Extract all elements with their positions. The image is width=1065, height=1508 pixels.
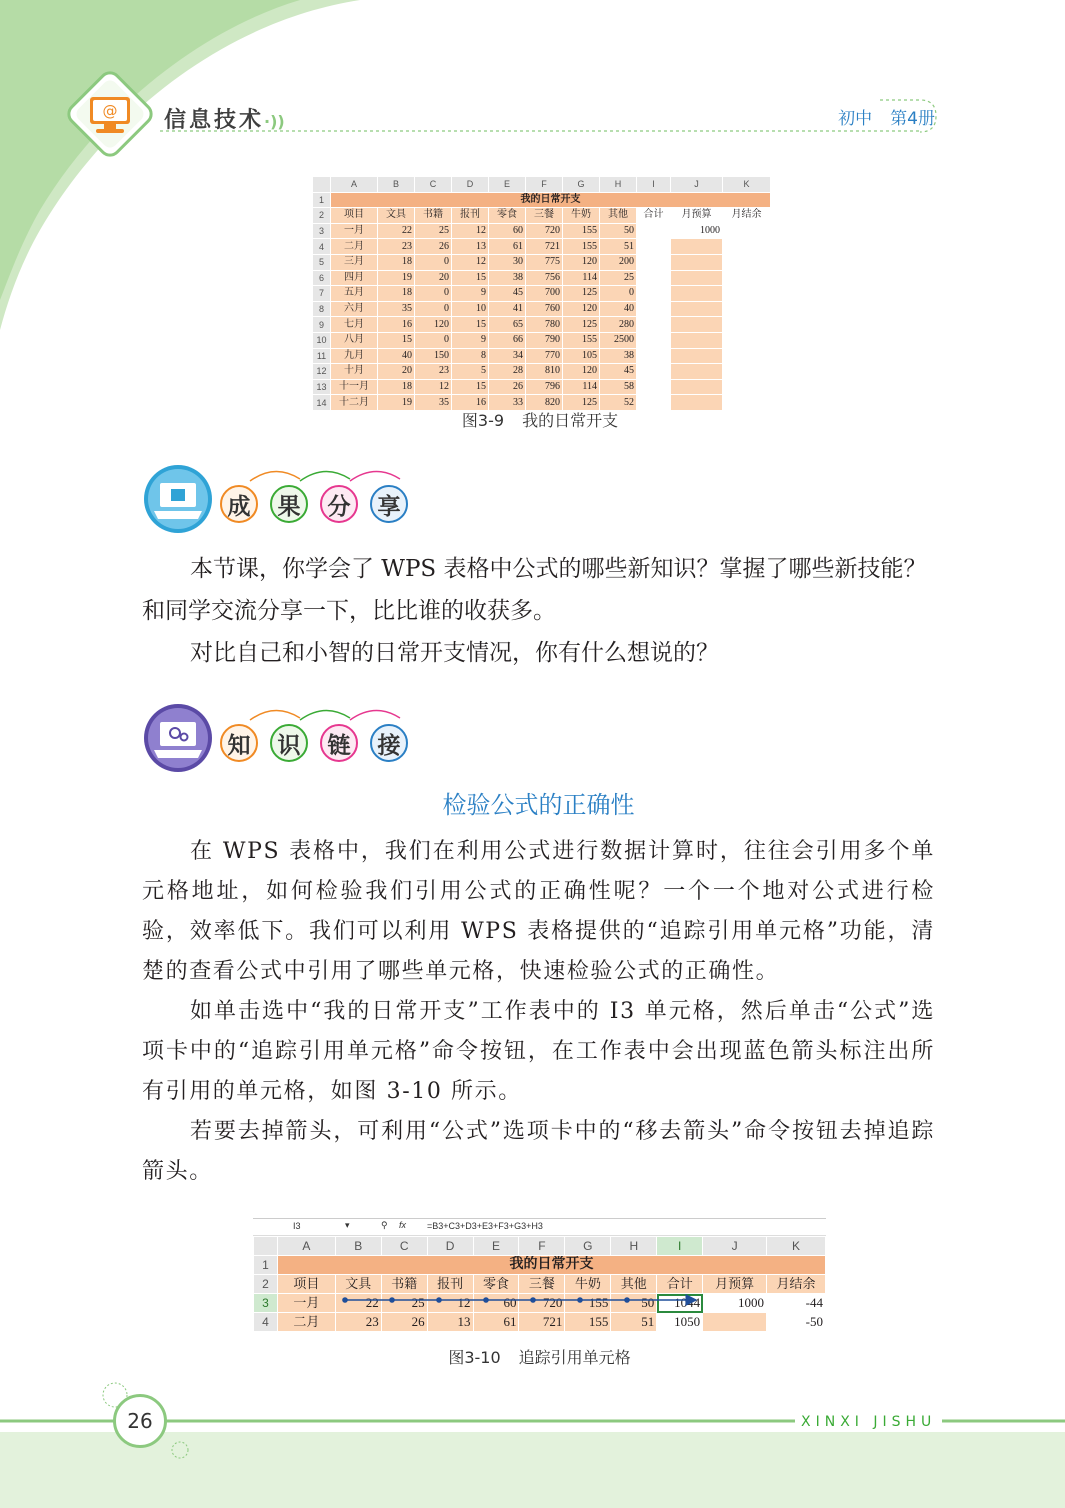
row-number: 13 xyxy=(313,379,331,395)
row-number: 4 xyxy=(313,239,331,255)
column-letter: F xyxy=(519,1237,565,1256)
row-number: 2 xyxy=(313,208,331,224)
table-cell: 12 xyxy=(452,254,489,270)
table-cell xyxy=(723,332,771,348)
table-cell xyxy=(723,239,771,255)
column-letter: D xyxy=(452,177,489,193)
table-cell: -44 xyxy=(767,1294,826,1313)
name-box-dropdown-icon[interactable]: ▾ xyxy=(345,1220,350,1230)
figure-3-10-caption xyxy=(253,1345,826,1368)
table-cell: 45 xyxy=(600,364,637,380)
column-letter: H xyxy=(611,1237,657,1256)
table-cell: 125 xyxy=(563,286,600,302)
column-letter: C xyxy=(381,1237,427,1256)
column-header: 其他 xyxy=(600,208,637,224)
column-letter: D xyxy=(427,1237,473,1256)
selected-cell-i3[interactable]: 1044 xyxy=(657,1294,703,1313)
table-cell: 18 xyxy=(378,379,415,395)
column-header: 报刊 xyxy=(427,1275,473,1294)
table-cell: 61 xyxy=(473,1313,519,1332)
table-row xyxy=(313,239,771,255)
table-cell: 十二月 xyxy=(331,395,378,411)
section-knowledge-body xyxy=(142,832,935,1192)
column-letter: F xyxy=(526,177,563,193)
table-cell: 155 xyxy=(563,239,600,255)
table-row xyxy=(313,348,771,364)
figure-3-9-caption xyxy=(312,408,768,431)
table-cell: 52 xyxy=(600,395,637,411)
table-cell: 155 xyxy=(565,1313,611,1332)
table-cell: 23 xyxy=(378,239,415,255)
header-volume: 第4册 xyxy=(890,109,935,129)
column-letter: K xyxy=(723,177,771,193)
column-letter xyxy=(313,177,331,193)
row-number: 10 xyxy=(313,332,331,348)
column-header: 书籍 xyxy=(415,208,452,224)
column-letter: C xyxy=(415,177,452,193)
table-cell xyxy=(723,223,771,239)
header-row xyxy=(313,208,771,224)
table-row xyxy=(313,379,771,395)
column-letter: A xyxy=(277,1237,335,1256)
table-cell: 10 xyxy=(452,301,489,317)
connector-arrows xyxy=(220,702,420,722)
row-number: 8 xyxy=(313,301,331,317)
table-cell: 九月 xyxy=(331,348,378,364)
column-letter: G xyxy=(563,177,600,193)
page-number: 26 xyxy=(127,1409,153,1433)
figure-3-9-spreadsheet xyxy=(312,176,771,411)
table-cell: 四月 xyxy=(331,270,378,286)
share-paragraph-2: 对比自己和小智的日常开支情况，你有什么想说的？ xyxy=(190,640,719,666)
table-cell xyxy=(671,239,723,255)
table-cell: 26 xyxy=(381,1313,427,1332)
table-cell xyxy=(637,286,671,302)
table-cell xyxy=(637,239,671,255)
table-cell: 120 xyxy=(563,364,600,380)
table-cell xyxy=(723,301,771,317)
table-cell: 50 xyxy=(600,223,637,239)
table-cell: 13 xyxy=(427,1313,473,1332)
table-cell: 0 xyxy=(600,286,637,302)
table-cell: 0 xyxy=(415,301,452,317)
table-cell: 0 xyxy=(415,332,452,348)
column-letter xyxy=(254,1237,278,1256)
table-cell: 十月 xyxy=(331,364,378,380)
table-cell xyxy=(723,379,771,395)
table-row xyxy=(313,332,771,348)
table-cell: 15 xyxy=(452,270,489,286)
table-cell: 15 xyxy=(378,332,415,348)
table-cell: 820 xyxy=(526,395,563,411)
table-cell: 41 xyxy=(489,301,526,317)
table-cell: 30 xyxy=(489,254,526,270)
expense-table-full xyxy=(312,176,771,411)
table-cell: 721 xyxy=(519,1313,565,1332)
section-knowledge-heading xyxy=(142,702,422,777)
table-cell: 35 xyxy=(415,395,452,411)
table-cell: 23 xyxy=(335,1313,381,1332)
table-cell: -50 xyxy=(767,1313,826,1332)
table-cell: 40 xyxy=(378,348,415,364)
table-cell: 45 xyxy=(489,286,526,302)
table-cell: 38 xyxy=(600,348,637,364)
table-cell: 790 xyxy=(526,332,563,348)
column-letter: E xyxy=(489,177,526,193)
column-header: 零食 xyxy=(489,208,526,224)
table-cell: 三月 xyxy=(331,254,378,270)
table-cell: 12 xyxy=(415,379,452,395)
svg-text:@: @ xyxy=(102,102,118,120)
table-cell xyxy=(671,348,723,364)
row-number: 2 xyxy=(254,1275,278,1294)
table-cell: 0 xyxy=(415,286,452,302)
table-cell: 120 xyxy=(415,317,452,333)
table-cell xyxy=(671,364,723,380)
table-cell: 114 xyxy=(563,270,600,286)
table-cell: 25 xyxy=(381,1294,427,1313)
header-title: 信息技术·)) xyxy=(164,108,285,133)
table-cell: 22 xyxy=(335,1294,381,1313)
row-number: 1 xyxy=(254,1256,278,1275)
table-row xyxy=(254,1294,826,1313)
table-cell: 61 xyxy=(489,239,526,255)
table-cell: 720 xyxy=(526,223,563,239)
column-header: 零食 xyxy=(473,1275,519,1294)
table-cell xyxy=(637,379,671,395)
sheet-title: 我的日常开支 xyxy=(277,1256,825,1275)
column-header: 项目 xyxy=(277,1275,335,1294)
table-cell xyxy=(723,364,771,380)
table-cell: 770 xyxy=(526,348,563,364)
table-cell: 16 xyxy=(378,317,415,333)
table-cell: 13 xyxy=(452,239,489,255)
table-cell: 35 xyxy=(378,301,415,317)
caption-number: 图3-9 xyxy=(461,411,505,430)
table-cell xyxy=(671,379,723,395)
row-number: 12 xyxy=(313,364,331,380)
table-cell: 760 xyxy=(526,301,563,317)
column-header: 书籍 xyxy=(381,1275,427,1294)
section-share-heading xyxy=(142,463,422,538)
row-number: 14 xyxy=(313,395,331,411)
row-number: 11 xyxy=(313,348,331,364)
badge-char-3: 分 xyxy=(320,485,358,523)
footer-running-title-wrap xyxy=(795,1411,942,1430)
title-row xyxy=(313,192,771,208)
table-cell: 125 xyxy=(563,395,600,411)
table-cell: 700 xyxy=(526,286,563,302)
badge-char-1: 成 xyxy=(220,485,258,523)
table-row xyxy=(313,317,771,333)
table-cell: 155 xyxy=(563,332,600,348)
table-cell: 1000 xyxy=(703,1294,767,1313)
table-cell: 15 xyxy=(452,379,489,395)
row-number: 7 xyxy=(313,286,331,302)
table-cell xyxy=(637,223,671,239)
table-cell: 50 xyxy=(611,1294,657,1313)
title-row xyxy=(254,1256,826,1275)
table-cell: 60 xyxy=(489,223,526,239)
table-cell xyxy=(723,348,771,364)
badge-char-3: 链 xyxy=(320,724,358,762)
table-cell xyxy=(723,254,771,270)
column-header: 文具 xyxy=(378,208,415,224)
table-cell: 65 xyxy=(489,317,526,333)
table-cell: 150 xyxy=(415,348,452,364)
column-header: 牛奶 xyxy=(565,1275,611,1294)
header-grade: 初中 xyxy=(838,109,873,129)
header-grade-volume xyxy=(820,104,935,129)
column-letter: E xyxy=(473,1237,519,1256)
table-cell: 15 xyxy=(452,317,489,333)
table-cell: 十一月 xyxy=(331,379,378,395)
computer-at-icon xyxy=(64,68,156,160)
table-cell xyxy=(637,270,671,286)
table-cell: 八月 xyxy=(331,332,378,348)
table-cell xyxy=(637,348,671,364)
caption-number: 图3-10 xyxy=(448,1348,501,1367)
table-cell xyxy=(637,364,671,380)
table-cell xyxy=(671,301,723,317)
figure-3-10-spreadsheet xyxy=(253,1218,826,1332)
table-cell: 105 xyxy=(563,348,600,364)
table-cell: 25 xyxy=(415,223,452,239)
table-row xyxy=(254,1313,826,1332)
table-cell: 12 xyxy=(427,1294,473,1313)
table-cell: 19 xyxy=(378,395,415,411)
table-cell: 796 xyxy=(526,379,563,395)
knowledge-subtitle: 检验公式的正确性 xyxy=(442,791,635,819)
row-number: 3 xyxy=(254,1294,278,1313)
table-cell: 155 xyxy=(565,1294,611,1313)
table-cell: 20 xyxy=(378,364,415,380)
caption-text: 追踪引用单元格 xyxy=(518,1348,631,1367)
table-cell: 51 xyxy=(611,1313,657,1332)
table-cell: 23 xyxy=(415,364,452,380)
table-cell: 720 xyxy=(519,1294,565,1313)
table-cell: 66 xyxy=(489,332,526,348)
table-cell: 8 xyxy=(452,348,489,364)
expense-table-trace xyxy=(253,1236,826,1332)
table-cell: 34 xyxy=(489,348,526,364)
table-cell: 25 xyxy=(600,270,637,286)
table-cell: 810 xyxy=(526,364,563,380)
column-letter: A xyxy=(331,177,378,193)
header-logo xyxy=(64,68,156,160)
table-cell: 18 xyxy=(378,254,415,270)
table-cell xyxy=(671,317,723,333)
table-cell: 六月 xyxy=(331,301,378,317)
table-cell xyxy=(637,332,671,348)
table-cell: 1000 xyxy=(671,223,723,239)
table-cell xyxy=(671,286,723,302)
row-number: 3 xyxy=(313,223,331,239)
table-row xyxy=(313,286,771,302)
table-cell: 28 xyxy=(489,364,526,380)
table-cell: 120 xyxy=(563,254,600,270)
table-cell: 5 xyxy=(452,364,489,380)
table-cell: 22 xyxy=(378,223,415,239)
table-cell: 一月 xyxy=(331,223,378,239)
column-letter: B xyxy=(378,177,415,193)
table-cell xyxy=(637,317,671,333)
column-letter: I xyxy=(637,177,671,193)
table-cell: 一月 xyxy=(277,1294,335,1313)
table-cell: 51 xyxy=(600,239,637,255)
table-cell: 756 xyxy=(526,270,563,286)
header-row xyxy=(254,1275,826,1294)
column-header-row xyxy=(313,177,771,193)
table-row xyxy=(313,301,771,317)
connector-arrows xyxy=(220,463,420,483)
table-cell: 26 xyxy=(415,239,452,255)
table-cell: 1050 xyxy=(657,1313,703,1332)
table-cell: 155 xyxy=(563,223,600,239)
section-share-body xyxy=(142,548,935,674)
table-cell: 120 xyxy=(563,301,600,317)
sheet-title: 我的日常开支 xyxy=(331,192,771,208)
table-cell: 七月 xyxy=(331,317,378,333)
column-header: 文具 xyxy=(335,1275,381,1294)
table-cell xyxy=(671,270,723,286)
table-cell: 280 xyxy=(600,317,637,333)
table-cell: 200 xyxy=(600,254,637,270)
badge-char-4: 接 xyxy=(370,724,408,762)
column-header: 其他 xyxy=(611,1275,657,1294)
table-cell xyxy=(671,254,723,270)
table-cell: 2500 xyxy=(600,332,637,348)
table-cell xyxy=(637,301,671,317)
column-letter: B xyxy=(335,1237,381,1256)
column-header: 月结余 xyxy=(767,1275,826,1294)
column-header-row xyxy=(254,1237,826,1256)
column-header: 合计 xyxy=(657,1275,703,1294)
column-header: 月预算 xyxy=(703,1275,767,1294)
table-cell: 114 xyxy=(563,379,600,395)
badge-char-2: 果 xyxy=(270,485,308,523)
name-box[interactable]: I3 xyxy=(293,1221,301,1231)
table-cell xyxy=(723,286,771,302)
table-cell xyxy=(703,1313,767,1332)
signal-icon: ·)) xyxy=(264,112,285,131)
footer-running-title: XINXI JISHU xyxy=(801,1414,937,1430)
table-cell: 775 xyxy=(526,254,563,270)
knowledge-paragraph-3: 若要去掉箭头，可利用“公式”选项卡中的“移去箭头”命令按钮去掉追踪箭头。 xyxy=(142,1119,935,1184)
table-cell: 38 xyxy=(489,270,526,286)
column-header: 合计 xyxy=(637,208,671,224)
page-number-circle xyxy=(113,1394,167,1448)
table-cell: 26 xyxy=(489,379,526,395)
share-paragraph-1: 本节课，你学会了 WPS 表格中公式的哪些新知识？掌握了哪些新技能？和同学交流分享一下，比比谁的收获多。 xyxy=(142,556,927,624)
zoom-icon[interactable]: ⚲ xyxy=(381,1220,388,1230)
column-letter: G xyxy=(565,1237,611,1256)
table-cell: 20 xyxy=(415,270,452,286)
table-cell xyxy=(723,270,771,286)
row-number: 6 xyxy=(313,270,331,286)
badge-char-2: 识 xyxy=(270,724,308,762)
column-letter: J xyxy=(703,1237,767,1256)
table-cell xyxy=(723,317,771,333)
table-cell: 9 xyxy=(452,332,489,348)
table-cell xyxy=(671,332,723,348)
row-number: 1 xyxy=(313,192,331,208)
table-cell: 780 xyxy=(526,317,563,333)
column-header: 项目 xyxy=(331,208,378,224)
badge-char-1: 知 xyxy=(220,724,258,762)
laptop-chip-icon xyxy=(142,463,214,535)
knowledge-paragraph-2: 如单击选中“我的日常开支”工作表中的 I3 单元格，然后单击“公式”选项卡中的“追踪引用单元格”命令按钮，在工作表中会出现蓝色箭头标注出所有引用的单元格，如图 3-10 所示。 xyxy=(142,999,935,1104)
column-letter: J xyxy=(671,177,723,193)
column-header: 三餐 xyxy=(519,1275,565,1294)
table-cell: 16 xyxy=(452,395,489,411)
table-cell: 二月 xyxy=(277,1313,335,1332)
formula-input[interactable]: =B3+C3+D3+E3+F3+G3+H3 xyxy=(427,1221,543,1231)
table-cell: 12 xyxy=(452,223,489,239)
badge-char-4: 享 xyxy=(370,485,408,523)
row-number: 4 xyxy=(254,1313,278,1332)
table-cell: 40 xyxy=(600,301,637,317)
column-header: 月结余 xyxy=(723,208,771,224)
column-header: 牛奶 xyxy=(563,208,600,224)
column-header: 三餐 xyxy=(526,208,563,224)
table-cell xyxy=(637,254,671,270)
column-header: 报刊 xyxy=(452,208,489,224)
fx-icon[interactable]: fx xyxy=(399,1220,407,1230)
table-row xyxy=(313,254,771,270)
column-letter: H xyxy=(600,177,637,193)
table-row xyxy=(313,270,771,286)
caption-text: 我的日常开支 xyxy=(522,411,619,430)
knowledge-paragraph-1: 在 WPS 表格中，我们在利用公式进行数据计算时，往往会引用多个单元格地址，如何检验我们引用公式的正确性呢？一个一个地对公式进行检验，效率低下。我们可以利用 WPS 表格提供的“追踪引用单元格”功能，清楚的查看公式中引用了哪些单元格，快速检验公式的正确性。 xyxy=(142,839,935,984)
table-row xyxy=(313,364,771,380)
table-cell: 33 xyxy=(489,395,526,411)
column-header: 月预算 xyxy=(671,208,723,224)
table-cell: 721 xyxy=(526,239,563,255)
table-cell: 58 xyxy=(600,379,637,395)
row-number: 5 xyxy=(313,254,331,270)
table-row xyxy=(313,223,771,239)
table-cell: 0 xyxy=(415,254,452,270)
table-cell: 19 xyxy=(378,270,415,286)
column-letter: K xyxy=(767,1237,826,1256)
formula-bar xyxy=(253,1218,826,1236)
column-letter: I xyxy=(657,1237,703,1256)
table-cell: 9 xyxy=(452,286,489,302)
table-cell: 五月 xyxy=(331,286,378,302)
table-cell: 125 xyxy=(563,317,600,333)
table-cell: 60 xyxy=(473,1294,519,1313)
table-cell: 二月 xyxy=(331,239,378,255)
row-number: 9 xyxy=(313,317,331,333)
laptop-gears-icon xyxy=(142,702,214,774)
table-cell: 18 xyxy=(378,286,415,302)
